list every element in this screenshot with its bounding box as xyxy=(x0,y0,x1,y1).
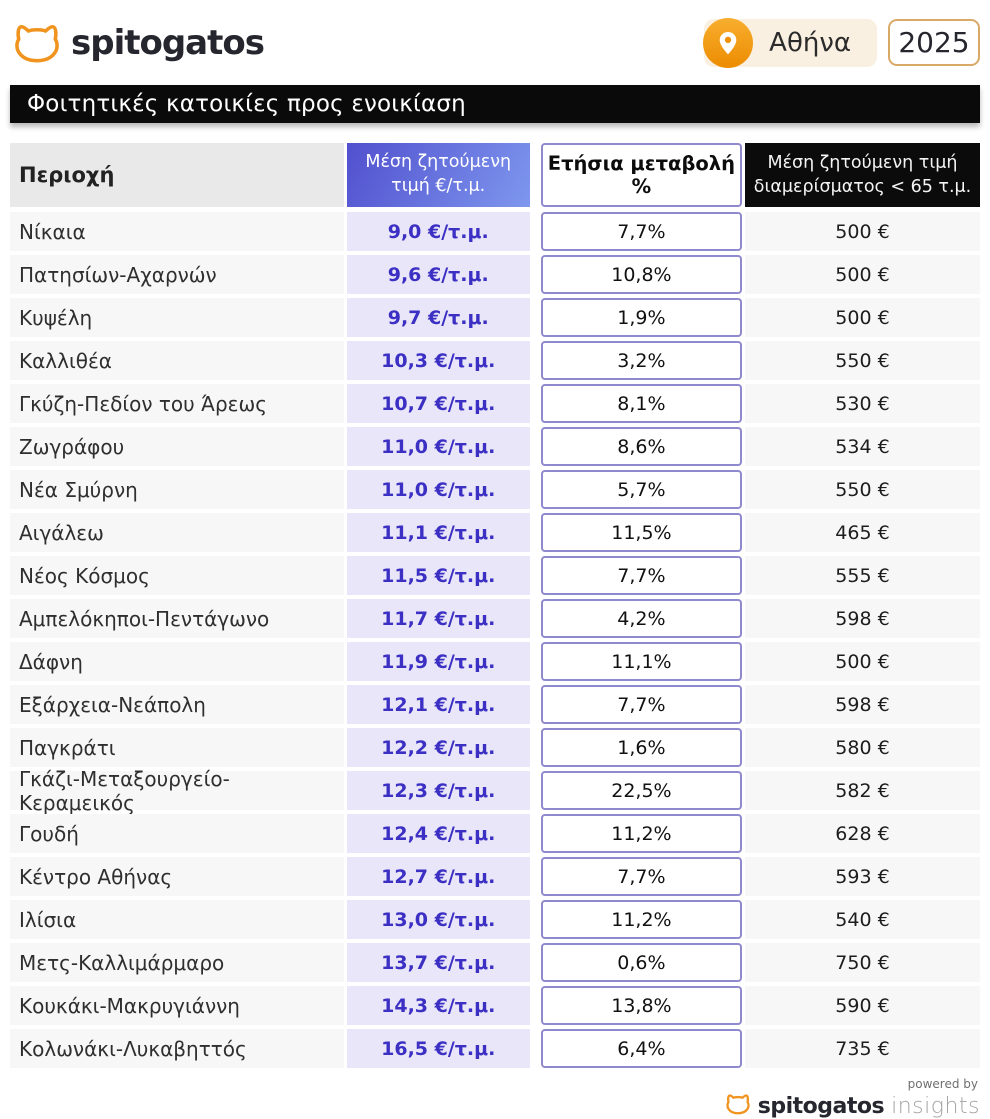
price-sqm-cell: 11,0 €/τ.μ. xyxy=(347,470,530,509)
yoy-cell: 7,7% xyxy=(541,212,742,251)
price-flat-cell: 550 € xyxy=(745,470,980,509)
column-header-area: Περιοχή xyxy=(10,143,344,207)
area-cell: Αμπελόκηποι-Πεντάγωνο xyxy=(10,599,344,638)
table-row xyxy=(10,599,980,638)
table-row xyxy=(10,857,980,896)
price-flat-cell: 750 € xyxy=(745,943,980,982)
price-sqm-cell: 11,0 €/τ.μ. xyxy=(347,427,530,466)
yoy-cell: 11,2% xyxy=(541,814,742,853)
yoy-cell: 10,8% xyxy=(541,255,742,294)
yoy-cell: 1,6% xyxy=(541,728,742,767)
price-sqm-cell: 11,5 €/τ.μ. xyxy=(347,556,530,595)
price-sqm-cell: 11,7 €/τ.μ. xyxy=(347,599,530,638)
powered-by-label: powered by xyxy=(907,1077,978,1091)
table-row xyxy=(10,1029,980,1068)
yoy-cell: 13,8% xyxy=(541,986,742,1025)
area-cell: Αιγάλεω xyxy=(10,513,344,552)
price-sqm-cell: 12,3 €/τ.μ. xyxy=(347,771,530,810)
price-flat-cell: 555 € xyxy=(745,556,980,595)
price-flat-cell: 593 € xyxy=(745,857,980,896)
area-cell: Παγκράτι xyxy=(10,728,344,767)
table-row xyxy=(10,685,980,724)
price-sqm-cell: 9,7 €/τ.μ. xyxy=(347,298,530,337)
price-sqm-cell: 14,3 €/τ.μ. xyxy=(347,986,530,1025)
price-sqm-cell: 12,7 €/τ.μ. xyxy=(347,857,530,896)
price-sqm-cell: 13,7 €/τ.μ. xyxy=(347,943,530,982)
table-row xyxy=(10,986,980,1025)
price-flat-cell: 465 € xyxy=(745,513,980,552)
prices-table xyxy=(10,143,980,1068)
table-row xyxy=(10,900,980,939)
price-sqm-cell: 12,1 €/τ.μ. xyxy=(347,685,530,724)
area-cell: Ζωγράφου xyxy=(10,427,344,466)
yoy-cell: 7,7% xyxy=(541,556,742,595)
footer-brand-suffix: insights xyxy=(891,1093,980,1119)
price-flat-cell: 735 € xyxy=(745,1029,980,1068)
yoy-cell: 8,6% xyxy=(541,427,742,466)
yoy-cell: 11,5% xyxy=(541,513,742,552)
table-row xyxy=(10,766,980,815)
price-flat-cell: 598 € xyxy=(745,599,980,638)
price-sqm-cell: 11,1 €/τ.μ. xyxy=(347,513,530,552)
cat-icon xyxy=(12,22,62,64)
table-row xyxy=(10,642,980,681)
top-header xyxy=(0,0,990,85)
yoy-cell: 22,5% xyxy=(541,771,742,810)
year-label: 2025 xyxy=(898,26,970,59)
area-cell: Γουδή xyxy=(10,814,344,853)
location-selector[interactable] xyxy=(704,19,877,67)
table-row xyxy=(10,513,980,552)
price-flat-cell: 500 € xyxy=(745,212,980,251)
page-title-banner xyxy=(10,85,980,123)
page-title: Φοιτητικές κατοικίες προς ενοικίαση xyxy=(27,91,466,117)
table-row xyxy=(10,427,980,466)
area-cell: Εξάρχεια-Νεάπολη xyxy=(10,685,344,724)
area-cell: Γκάζι-Μεταξουργείο-Κεραμεικός xyxy=(10,771,344,810)
price-flat-cell: 500 € xyxy=(745,642,980,681)
table-row xyxy=(10,384,980,423)
area-cell: Καλλιθέα xyxy=(10,341,344,380)
yoy-cell: 1,9% xyxy=(541,298,742,337)
price-flat-cell: 534 € xyxy=(745,427,980,466)
yoy-cell: 4,2% xyxy=(541,599,742,638)
table-row xyxy=(10,943,980,982)
area-cell: Πατησίων-Αχαρνών xyxy=(10,255,344,294)
column-header-flat-price: Μέση ζητούμενη τιμή διαμερίσματος < 65 τ.μ. xyxy=(745,143,980,207)
price-sqm-cell: 11,9 €/τ.μ. xyxy=(347,642,530,681)
price-sqm-cell: 9,6 €/τ.μ. xyxy=(347,255,530,294)
yoy-cell: 3,2% xyxy=(541,341,742,380)
column-header-yoy: Ετήσια μεταβολή % xyxy=(541,143,742,207)
area-cell: Κέντρο Αθήνας xyxy=(10,857,344,896)
footer-brand-name: spitogatos xyxy=(757,1093,885,1119)
table-row xyxy=(10,814,980,853)
area-cell: Νίκαια xyxy=(10,212,344,251)
price-sqm-cell: 10,7 €/τ.μ. xyxy=(347,384,530,423)
price-flat-cell: 530 € xyxy=(745,384,980,423)
area-cell: Κουκάκι-Μακρυγιάννη xyxy=(10,986,344,1025)
area-cell: Κολωνάκι-Λυκαβηττός xyxy=(10,1029,344,1068)
price-sqm-cell: 9,0 €/τ.μ. xyxy=(347,212,530,251)
price-flat-cell: 500 € xyxy=(745,255,980,294)
table-row xyxy=(10,298,980,337)
table-row xyxy=(10,470,980,509)
price-flat-cell: 500 € xyxy=(745,298,980,337)
price-flat-cell: 580 € xyxy=(745,728,980,767)
column-header-price-sqm: Μέση ζητούμενη τιμή €/τ.μ. xyxy=(347,143,530,207)
table-body xyxy=(10,212,980,1068)
price-flat-cell: 590 € xyxy=(745,986,980,1025)
price-flat-cell: 598 € xyxy=(745,685,980,724)
price-flat-cell: 582 € xyxy=(745,771,980,810)
price-flat-cell: 540 € xyxy=(745,900,980,939)
yoy-cell: 6,4% xyxy=(541,1029,742,1068)
area-cell: Ιλίσια xyxy=(10,900,344,939)
footer xyxy=(725,1077,980,1119)
yoy-cell: 7,7% xyxy=(541,857,742,896)
price-sqm-cell: 13,0 €/τ.μ. xyxy=(347,900,530,939)
area-cell: Δάφνη xyxy=(10,642,344,681)
spitogatos-logo xyxy=(12,22,264,64)
table-row xyxy=(10,212,980,251)
table-row xyxy=(10,556,980,595)
table-row xyxy=(10,341,980,380)
brand-name: spitogatos xyxy=(71,22,264,63)
footer-brand xyxy=(725,1093,980,1119)
area-cell: Γκύζη-Πεδίον του Άρεως xyxy=(10,384,344,423)
yoy-cell: 7,7% xyxy=(541,685,742,724)
year-selector[interactable] xyxy=(888,19,980,66)
yoy-cell: 11,2% xyxy=(541,900,742,939)
table-row xyxy=(10,728,980,767)
yoy-cell: 5,7% xyxy=(541,470,742,509)
price-flat-cell: 550 € xyxy=(745,341,980,380)
area-cell: Κυψέλη xyxy=(10,298,344,337)
yoy-cell: 0,6% xyxy=(541,943,742,982)
area-cell: Νέα Σμύρνη xyxy=(10,470,344,509)
location-label: Αθήνα xyxy=(769,27,851,58)
table-header-row xyxy=(10,143,980,207)
area-cell: Μετς-Καλλιμάρμαρο xyxy=(10,943,344,982)
price-sqm-cell: 16,5 €/τ.μ. xyxy=(347,1029,530,1068)
price-sqm-cell: 12,2 €/τ.μ. xyxy=(347,728,530,767)
table-row xyxy=(10,255,980,294)
location-pin-icon xyxy=(703,18,753,68)
price-sqm-cell: 12,4 €/τ.μ. xyxy=(347,814,530,853)
price-flat-cell: 628 € xyxy=(745,814,980,853)
cat-icon-small xyxy=(725,1093,751,1119)
area-cell: Νέος Κόσμος xyxy=(10,556,344,595)
yoy-cell: 8,1% xyxy=(541,384,742,423)
price-sqm-cell: 10,3 €/τ.μ. xyxy=(347,341,530,380)
yoy-cell: 11,1% xyxy=(541,642,742,681)
